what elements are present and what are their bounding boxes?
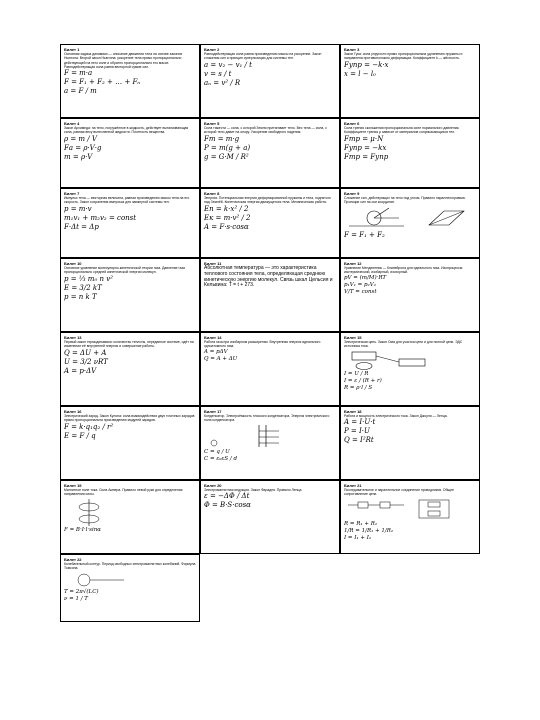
formula: p₁V₁ = p₂V₂ bbox=[344, 281, 376, 288]
ticket-text: Магнитное поле тока. Сила Ампера. Правило левой руки для определения направления силы. bbox=[64, 488, 183, 497]
ticket-19 bbox=[60, 480, 200, 554]
ticket-text: Закон Гука: сила упругости прямо пропорциональна удлинению пружины и направлена противоположно деформации. Коэффициент k — жёсткость. bbox=[344, 52, 463, 61]
ticket-title: Билет 12 bbox=[344, 261, 362, 266]
ticket-text: Сила тяжести — сила, с которой Земля притягивает тело. Вес тела — сила, с которой тело давит на опору. Ускорение свободного падения. bbox=[204, 126, 327, 135]
formula: Fупр = −k·x bbox=[344, 60, 389, 69]
formula: p = m·v bbox=[64, 204, 92, 213]
ticket-12 bbox=[340, 258, 480, 332]
ticket-16 bbox=[60, 406, 200, 480]
ticket-text: Равнодействующая сила равна произведению массы на ускорение. Закон сложения сил и принцип суперпозиции для системы тел. bbox=[204, 52, 322, 61]
formula: Eк = m·v² / 2 bbox=[204, 213, 251, 222]
magnetic-field-diagram bbox=[64, 497, 194, 527]
formula: V/T = const bbox=[344, 288, 377, 295]
ticket-text: Абсолютная температура — это характеристика теплового состояния тела, определяющая среднюю кинетическую энергию молекул. Связь шкал Цельсия и Кельвина: T = t + 273. bbox=[204, 265, 333, 289]
ticket-18 bbox=[340, 406, 480, 480]
ticket-13 bbox=[60, 332, 200, 406]
ticket-title: Билет 10 bbox=[64, 261, 82, 266]
ticket-text: Электрический заряд. Закон Кулона: сила взаимодействия двух точечных зарядов прямо пропорциональна произведению модулей зарядов. bbox=[64, 414, 195, 423]
formula: A = pΔV bbox=[204, 348, 228, 355]
ticket-title: Билет 9 bbox=[344, 191, 360, 196]
formula: pV = (m/M)·RT bbox=[344, 274, 387, 281]
formula: F = F₁ + F₂ bbox=[344, 230, 385, 239]
formula: Φ = B·S·cosα bbox=[204, 501, 251, 510]
formula: U = 3/2 νRT bbox=[64, 357, 108, 366]
formula: p = ⅓ m₀ n v² bbox=[64, 274, 113, 283]
ticket-text: Последовательное и параллельное соединение проводников. Общее сопротивление цепи. bbox=[344, 488, 455, 497]
formula: F = m·a bbox=[64, 69, 93, 78]
formula: Fтр = μ·N bbox=[344, 134, 384, 143]
ticket-21 bbox=[340, 480, 480, 554]
ticket-5 bbox=[200, 118, 340, 188]
ticket-text: Электромагнитная индукция. Закон Фарадея. Правило Ленца. bbox=[204, 488, 303, 492]
ticket-text: Энергия. Потенциальная энергия деформированной пружины и тела, поднятого над Землёй. Кинетическая энергия движущегося тела. Механическая работа. bbox=[204, 196, 331, 205]
ticket-6 bbox=[340, 118, 480, 188]
ticket-10 bbox=[60, 258, 200, 332]
formula: Q = I²Rt bbox=[344, 436, 374, 445]
ticket-title: Билет 4 bbox=[64, 121, 80, 126]
ticket-15 bbox=[340, 332, 480, 406]
formula: m = ρ·V bbox=[64, 152, 93, 161]
ticket-title: Билет 6 bbox=[344, 121, 360, 126]
ticket-title: Билет 5 bbox=[204, 121, 220, 126]
formula: g = G·M / R² bbox=[204, 152, 249, 161]
formula: p = n k T bbox=[64, 292, 97, 301]
capacitor-diagram bbox=[204, 423, 334, 449]
ticket-text: Уравнение Менделеева — Клапейрона для идеального газа. Изопроцессы: изотермический, изобарный, изохорный. bbox=[344, 266, 464, 275]
formula: A = F·s·cosα bbox=[204, 222, 249, 231]
formula: R = R₁ + R₂ bbox=[344, 520, 378, 527]
formula: Fт = m·g bbox=[204, 134, 240, 143]
cheat-sheet bbox=[60, 44, 480, 602]
ticket-title: Билет 7 bbox=[64, 191, 80, 196]
ticket-9 bbox=[340, 188, 480, 258]
forces-diagram bbox=[344, 205, 474, 231]
ticket-11 bbox=[200, 258, 340, 332]
ticket-1 bbox=[60, 44, 200, 118]
formula: F = B·I·l·sinα bbox=[64, 526, 101, 533]
ticket-8 bbox=[200, 188, 340, 258]
ticket-text: Основное уравнение молекулярно-кинетической теории газа. Давление газа пропорционально средней кинетической энергии молекул. bbox=[64, 266, 185, 275]
formula: F = k·q₁q₂ / r² bbox=[64, 422, 114, 431]
ticket-14 bbox=[200, 332, 340, 406]
ticket-2 bbox=[200, 44, 340, 118]
formula: E = 3/2 kT bbox=[64, 283, 102, 292]
formula: I = I₁ + I₂ bbox=[344, 534, 372, 541]
formula: Fтр = Fупр bbox=[344, 152, 389, 161]
ticket-7 bbox=[60, 188, 200, 258]
ticket-title: Билет 13 bbox=[64, 335, 82, 340]
formula: Q = A + ΔU bbox=[204, 355, 238, 362]
ticket-title: Билет 15 bbox=[344, 335, 362, 340]
formula: aₙ = v² / R bbox=[204, 78, 241, 87]
formula: F = F₁ + F₂ + … + Fₙ bbox=[64, 78, 141, 87]
ticket-title: Билет 11 bbox=[204, 261, 222, 266]
formula: a = v₂ − v₁ / t bbox=[204, 60, 252, 69]
ticket-17 bbox=[200, 406, 340, 480]
formula: Q = ΔU + A bbox=[64, 348, 107, 357]
ticket-title: Билет 20 bbox=[204, 483, 222, 488]
ticket-title: Билет 14 bbox=[204, 335, 222, 340]
formula: a = F / m bbox=[64, 87, 97, 96]
formula: T = 2π√(LC) bbox=[64, 588, 99, 595]
formula: I = U / R bbox=[344, 370, 369, 377]
formula: C = ε₀εS / d bbox=[204, 455, 238, 462]
ticket-text: Колебательный контур. Период свободных электромагнитных колебаний. Формула Томсона. bbox=[64, 562, 196, 571]
ticket-20 bbox=[200, 480, 340, 554]
ticket-text: Работа и мощность электрического тока. Закон Джоуля — Ленца. bbox=[344, 414, 448, 418]
formula: F·Δt = Δp bbox=[64, 222, 99, 231]
resistor-circuit-diagram bbox=[344, 497, 474, 521]
ticket-text: Закон Архимеда: на тело, погружённое в жидкость, действует выталкивающая сила, равная весу вытесненной жидкости. Плотность вещества. bbox=[64, 126, 189, 135]
formula: ν = 1 / T bbox=[64, 595, 88, 602]
ticket-text: Сила трения скольжения пропорциональна силе нормального давления. Коэффициент трения μ зависит от материалов соприкасающихся тел. bbox=[344, 126, 460, 135]
formula: A = I·U·t bbox=[344, 418, 376, 427]
ticket-title: Билет 22 bbox=[64, 557, 82, 562]
ticket-title: Билет 17 bbox=[204, 409, 222, 414]
formula: v = s / t bbox=[204, 69, 232, 78]
formula: E = F / q bbox=[64, 431, 96, 440]
ticket-text: Импульс тела — векторная величина, равная произведению массы тела на его скорость. Закон сохранения импульса для замкнутой системы тел. bbox=[64, 196, 190, 205]
ticket-title: Билет 1 bbox=[64, 47, 80, 52]
ticket-title: Билет 8 bbox=[204, 191, 220, 196]
formula: P = I·U bbox=[344, 427, 370, 436]
formula: x = l − l₀ bbox=[344, 69, 376, 78]
ticket-text: Первый закон термодинамики: количество теплоты, переданное системе, идёт на изменение её внутренней энергии и совершение работы. bbox=[64, 340, 194, 349]
formula: ε = −ΔΦ / Δt bbox=[204, 492, 250, 501]
formula: Fупр = −kx bbox=[344, 143, 387, 152]
circuit-diagram bbox=[344, 349, 474, 371]
formula: 1/R = 1/R₁ + 1/R₂ bbox=[344, 527, 394, 534]
ticket-text: Работа газа при изобарном расширении. Внутренняя энергия идеального одноатомного газа. bbox=[204, 340, 321, 349]
formula: C = q / U bbox=[204, 448, 230, 455]
ticket-text: Основная задача динамики — описание движения тела на основе законов Ньютона. Второй закон Ньютона: ускорение тела прямо пропорционально действующей на него силе и обратно пропорционально его массе. Равнодействующая сила равна векторной сумме сил. bbox=[64, 52, 183, 69]
ticket-title: Билет 18 bbox=[344, 409, 362, 414]
formula: m₁v₁ + m₂v₂ = const bbox=[64, 213, 137, 222]
ticket-title: Билет 2 bbox=[204, 47, 220, 52]
formula: Fа = ρ·V·g bbox=[64, 143, 102, 152]
formula: I = ε / (R + r) bbox=[344, 377, 382, 384]
formula: P = m(g + a) bbox=[204, 143, 251, 152]
formula: A = p·ΔV bbox=[64, 366, 97, 375]
ticket-title: Билет 19 bbox=[64, 483, 82, 488]
formula: Eп = k·x² / 2 bbox=[204, 204, 249, 213]
ticket-title: Билет 16 bbox=[64, 409, 82, 414]
ticket-4 bbox=[60, 118, 200, 188]
ticket-3 bbox=[340, 44, 480, 118]
ticket-22 bbox=[60, 554, 200, 622]
ticket-title: Билет 21 bbox=[344, 483, 362, 488]
oscillation-circuit-diagram bbox=[64, 571, 194, 589]
ticket-title: Билет 3 bbox=[344, 47, 360, 52]
formula: R = ρ·l / S bbox=[344, 384, 373, 391]
formula: ρ = m / V bbox=[64, 134, 97, 143]
ticket-text: Конденсатор. Электроёмкость плоского конденсатора. Энергия электрического поля конденсатора. bbox=[204, 414, 330, 423]
ticket-text: Электрическая цепь. Закон Ома для участка цепи и для полной цепи. ЭДС источника тока. bbox=[344, 340, 463, 349]
ticket-text: Сложение сил, действующих на тело под углом. Правило параллелограмма. Проекции сил на оси координат. bbox=[344, 196, 466, 205]
